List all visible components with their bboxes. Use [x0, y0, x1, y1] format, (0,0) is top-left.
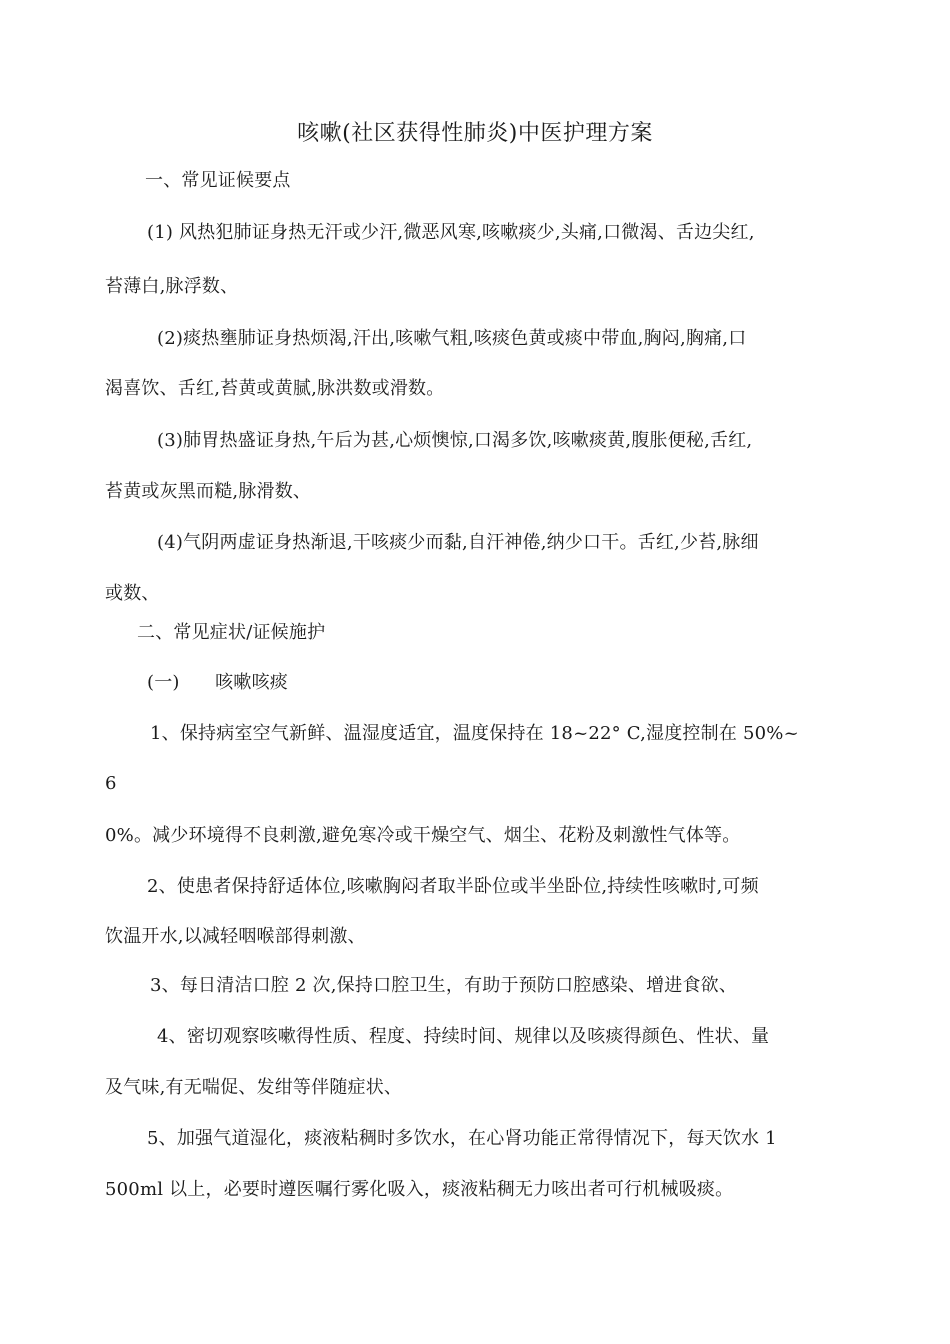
paragraph-line: 2、使患者保持舒适体位,咳嗽胸闷者取半卧位或半坐卧位,持续性咳嗽时,可频: [147, 876, 759, 897]
paragraph-line: 渴喜饮、舌红,苔黄或黄腻,脉洪数或滑数。: [105, 378, 445, 399]
document-title: 咳嗽(社区获得性肺炎)中医护理方案: [297, 121, 653, 146]
section-heading-2: 二、常见症状/证候施护: [137, 622, 326, 643]
paragraph-line: 4、密切观察咳嗽得性质、程度、持续时间、规律以及咳痰得颜色、性状、量: [157, 1026, 770, 1047]
paragraph-line: (1) 风热犯肺证身热无汗或少汗,微恶风寒,咳嗽痰少,头痛,口微渴、舌边尖红,: [147, 222, 755, 243]
paragraph-line: (3)肺胃热盛证身热,午后为甚,心烦懊惊,口渴多饮,咳嗽痰黄,腹胀便秘,舌红,: [157, 430, 753, 451]
paragraph-line: 苔黄或灰黑而糙,脉滑数、: [105, 481, 312, 502]
paragraph-line: 500ml 以上，必要时遵医嘱行雾化吸入，痰液粘稠无力咳出者可行机械吸痰。: [105, 1179, 734, 1200]
paragraph-line: 3、每日清洁口腔 2 次,保持口腔卫生，有助于预防口腔感染、增进食欲、: [150, 975, 738, 996]
section-heading-1: 一、常见证候要点: [145, 170, 291, 191]
paragraph-line: 苔薄白,脉浮数、: [105, 276, 239, 297]
paragraph-line: 5、加强气道湿化，痰液粘稠时多饮水，在心肾功能正常得情况下，每天饮水 1: [147, 1128, 777, 1149]
paragraph-line: 1、保持病室空气新鲜、温湿度适宜，温度保持在 18~22° C,湿度控制在 50%~: [150, 723, 799, 744]
paragraph-line: (2)痰热壅肺证身热烦渴,汗出,咳嗽气粗,咳痰色黄或痰中带血,胸闷,胸痛,口: [157, 328, 747, 349]
paragraph-line: 及气味,有无喘促、发绀等伴随症状、: [105, 1077, 403, 1098]
paragraph-line: 0%。减少环境得不良刺激,避免寒冷或干燥空气、烟尘、花粉及刺激性气体等。: [105, 825, 741, 846]
paragraph-line: (4)气阴两虚证身热渐退,干咳痰少而黏,自汗神倦,纳少口干。舌红,少苔,脉细: [157, 532, 759, 553]
paragraph-line: 或数、: [105, 583, 160, 604]
paragraph-line: 6: [105, 773, 117, 794]
paragraph-line: 饮温开水,以减轻咽喉部得刺激、: [105, 926, 366, 947]
subsection-heading: (一) 咳嗽咳痰: [147, 672, 288, 693]
